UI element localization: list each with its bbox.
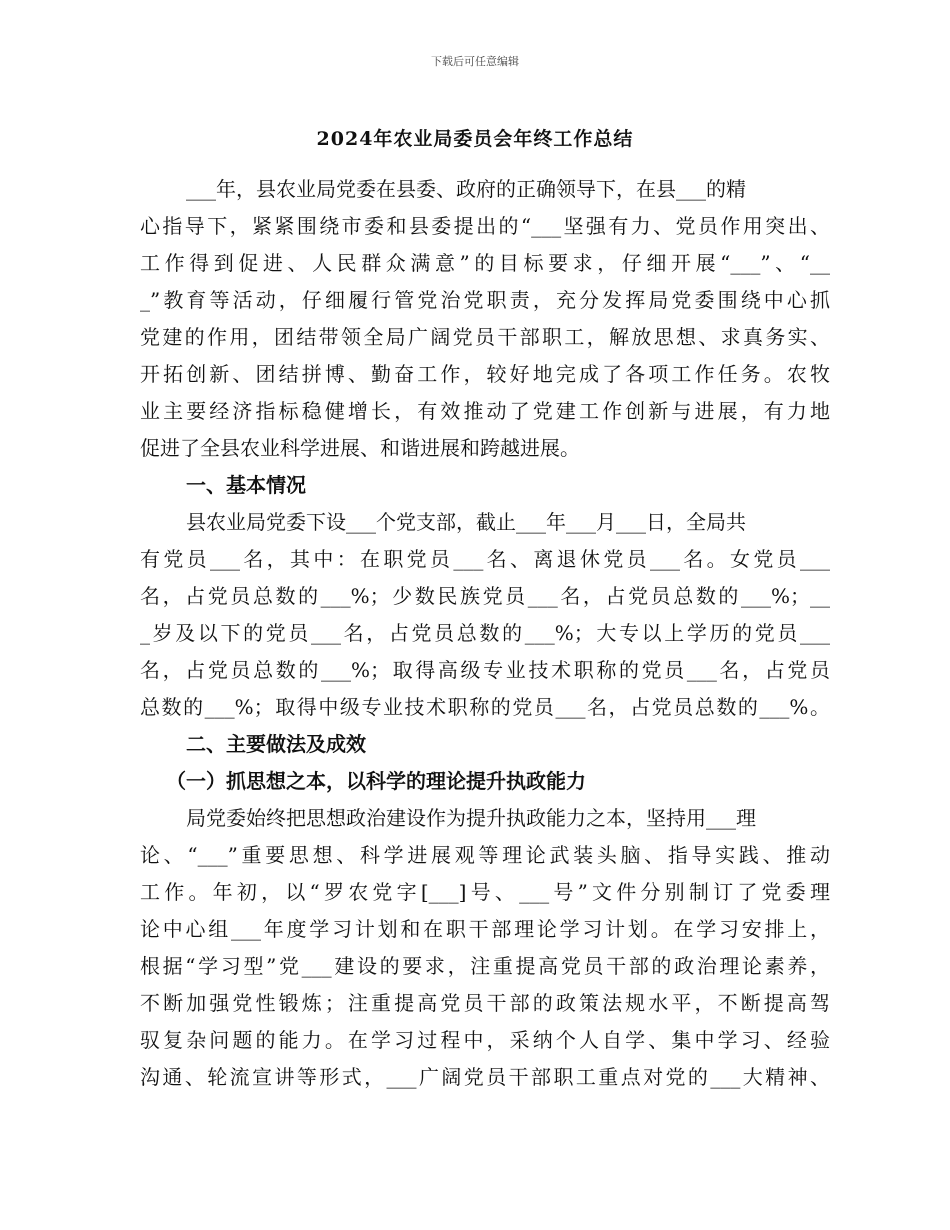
paragraph-line: 工作。年初，以“罗农党字[___]号、___号”文件分别制订了党委理: [140, 880, 830, 904]
subsection-heading: （一）抓思想之本，以科学的理论提升执政能力: [166, 769, 586, 793]
section-heading-basic: 一、基本情况: [186, 473, 306, 497]
paragraph-line: 论中心组___年度学习计划和在职干部理论学习计划。在学习安排上，: [140, 917, 830, 941]
paragraph-line: 根据“学习型”党___建设的要求，注重提高党员干部的政治理论素养，: [140, 954, 830, 978]
paragraph-line: 局党委始终把思想政治建设作为提升执政能力之本，坚持用___理: [186, 806, 756, 830]
paragraph-line: 心指导下，紧紧围绕市委和县委提出的“___坚强有力、党员作用突出、: [140, 214, 830, 238]
paragraph-line: 党建的作用，团结带领全局广阔党员干部职工，解放思想、求真务实、: [140, 325, 830, 349]
paragraph-line: 驭复杂问题的能力。在学习过程中，采纳个人自学、集中学习、经验: [140, 1028, 830, 1052]
paragraph-line: 总数的___%；取得中级专业技术职称的党员___名，占党员总数的___%。: [140, 695, 830, 719]
paragraph-line: _岁及以下的党员___名，占党员总数的___%；大专以上学历的党员___: [140, 621, 830, 645]
paragraph-line: 开拓创新、团结拼博、勤奋工作，较好地完成了各项工作任务。农牧: [140, 362, 830, 386]
paragraph-line: 有党员___名，其中：在职党员___名、离退休党员___名。女党员___: [140, 547, 830, 571]
paragraph-line: _”教育等活动，仔细履行管党治党职责，充分发挥局党委围绕中心抓: [140, 288, 830, 312]
paragraph-line: 工作得到促进、人民群众满意”的目标要求，仔细开展“___”、“__: [140, 251, 830, 275]
page-header-note: 下载后可任意编辑: [431, 55, 519, 68]
paragraph-line: 县农业局党委下设___个党支部，截止___年___月___日，全局共: [186, 510, 746, 534]
document-title: 2024年农业局委员会年终工作总结: [316, 128, 634, 150]
paragraph-line: 沟通、轮流宣讲等形式，___广阔党员干部职工重点对党的___大精神、: [140, 1065, 830, 1089]
paragraph-line: 业主要经济指标稳健增长，有效推动了党建工作创新与进展，有力地: [140, 399, 830, 423]
paragraph-line: 促进了全县农业科学进展、和谐进展和跨越进展。: [140, 436, 580, 460]
paragraph-line: 名，占党员总数的___%；取得高级专业技术职称的党员___名，占党员: [140, 658, 830, 682]
paragraph-line: 名，占党员总数的___%；少数民族党员___名，占党员总数的___%；__: [140, 584, 830, 608]
paragraph-line: 论、“___”重要思想、科学进展观等理论武装头脑、指导实践、推动: [140, 843, 830, 867]
paragraph-line: ___年，县农业局党委在县委、政府的正确领导下，在县___的精: [186, 177, 746, 201]
paragraph-line: 不断加强党性锻炼；注重提高党员干部的政策法规水平，不断提高驾: [140, 991, 830, 1015]
section-heading-measures: 二、主要做法及成效: [186, 732, 366, 756]
